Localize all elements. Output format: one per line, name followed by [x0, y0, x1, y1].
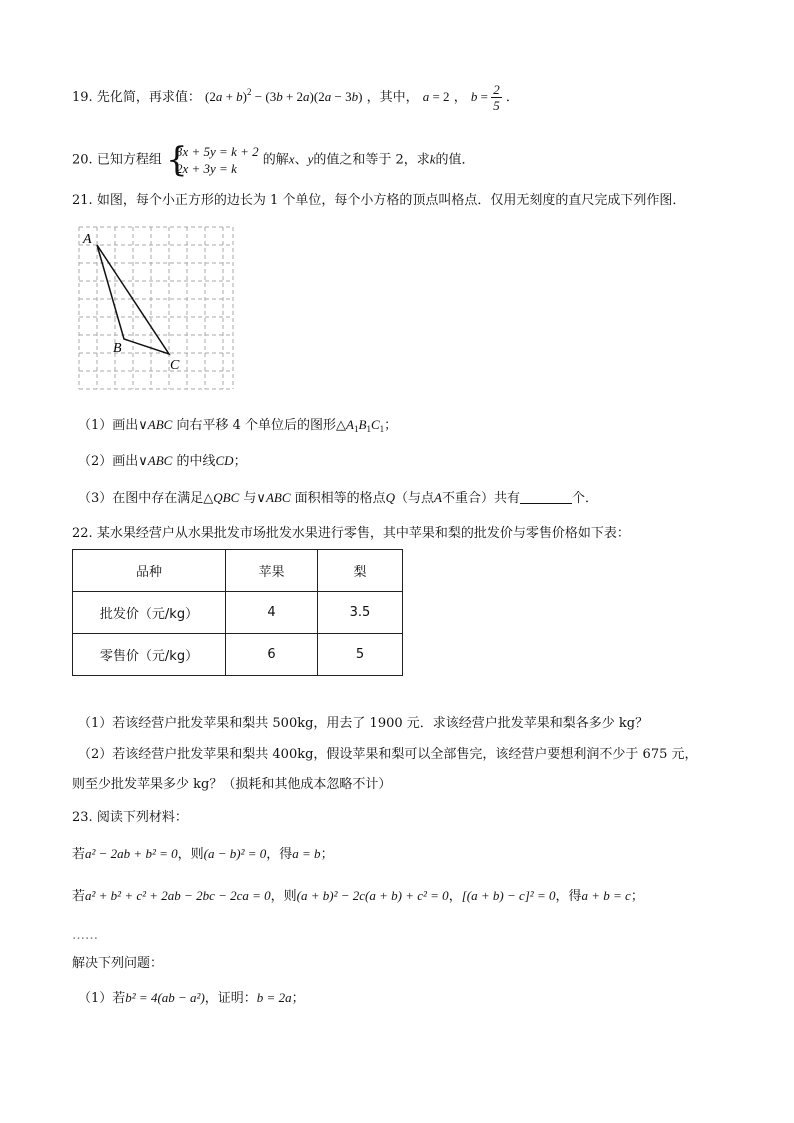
q20-text-5: 的值． — [435, 152, 475, 168]
q19-text: 先化简，再求值： — [96, 90, 201, 105]
q19-b-value: b = — [470, 89, 492, 104]
q23-part-1: （1）若b² = 4(ab − a²)，证明：b = 2a； — [78, 990, 305, 1006]
table-cell: 批发价（元/kg） — [73, 592, 226, 634]
brace-icon: { — [165, 140, 188, 180]
q22-part-1: （1）若该经营户批发苹果和梨共 500kg，用去了 1900 元．求该经营户批发苹果和梨各多少 kg？ — [78, 716, 649, 731]
q20-var-k: k — [429, 151, 436, 167]
q20-var-y: y — [307, 151, 314, 167]
q21-text: 如图，每个小正方形的边长为 1 个单位，每个小方格的顶点叫格点．仅用无刻度的直尺完成下列作图． — [96, 193, 686, 208]
label-b: B — [113, 341, 122, 356]
q23-number: 23. — [72, 810, 93, 825]
q20-equation-system — [165, 140, 259, 180]
q21-part-3: （3）在图中存在满足△QBC 与∨ABC 面积相等的格点Q（与点A不重合）共有 个． — [78, 490, 599, 506]
q23-solve-heading: 解决下列问题： — [72, 956, 164, 971]
q20-var-x: x — [288, 151, 295, 167]
table-cell: 4 — [226, 592, 318, 634]
label-c: C — [170, 358, 180, 373]
answer-blank[interactable] — [520, 491, 572, 504]
grid-figure — [74, 223, 236, 393]
question-21 — [72, 191, 685, 211]
table-cell: 5 — [318, 634, 403, 676]
q19-a-value: a = 2 — [422, 89, 450, 104]
question-20 — [72, 140, 475, 180]
q21-part-2: （2）画出∨ABC 的中线CD； — [78, 453, 247, 469]
q22-number: 22. — [72, 526, 93, 541]
q20-number: 20. — [72, 152, 93, 168]
q23-title: 阅读下列材料： — [96, 810, 188, 825]
q22-part-2-line-2: 则至少批发苹果多少 kg？（损耗和其他成本忽略不计） — [72, 777, 392, 792]
price-table — [72, 549, 403, 676]
q19-separator: ，其中， — [366, 90, 419, 105]
question-19 — [72, 82, 519, 113]
table-cell: 零售价（元/kg） — [73, 634, 226, 676]
q23-ellipsis: …… — [72, 928, 98, 943]
question-22 — [72, 524, 630, 544]
table-header-row — [73, 550, 403, 592]
q23-material-2: 若a² + b² + c² + 2ab − 2bc − 2ca = 0，则(a + b)² − 2c(a + b) + c² = 0，[(a + b) − c]² = 0，得a + b = c； — [72, 888, 644, 904]
table-header: 苹果 — [226, 550, 318, 592]
question-23 — [72, 808, 188, 828]
table-cell: 6 — [226, 634, 318, 676]
q21-part-1: （1）画出∨ABC 向右平移 4 个单位后的图形$\triangle A_1B_1C_1$； — [78, 417, 398, 434]
q19-b-fraction: $\frac{2}{5}$ — [493, 82, 500, 113]
q20-equation-2: 2x + 3y = k — [175, 161, 237, 176]
q20-text-4: 的值之和等于 2，求 — [313, 152, 430, 168]
q20-text-3: 、 — [294, 152, 308, 168]
q19-expression: $(2a + b)^2 - (3b + 2a)(2a - 3b)$ — [204, 87, 363, 104]
q21-number: 21. — [72, 193, 93, 208]
q19-separator-2: ， — [453, 90, 467, 105]
q20-equation-1: 3x + 5y = k + 2 — [175, 144, 259, 159]
q19-end: ． — [505, 90, 519, 105]
q20-text-2: 的解 — [262, 152, 289, 168]
q23-material-1: 若a² − 2ab + b² = 0，则(a − b)² = 0，得a = b； — [72, 846, 334, 862]
q20-text: 已知方程组 — [96, 152, 162, 168]
table-cell: 3.5 — [318, 592, 403, 634]
q22-text: 某水果经营户从水果批发市场批发水果进行零售，其中苹果和梨的批发价与零售价格如下表： — [96, 526, 630, 541]
table-row — [73, 634, 403, 676]
grid-lines — [79, 227, 233, 389]
table-header: 梨 — [318, 550, 403, 592]
q22-part-2-line-1: （2）若该经营户批发苹果和梨共 400kg，假设苹果和梨可以全部售完，该经营户要想利润不少于 675 元， — [78, 747, 698, 762]
label-a: A — [83, 232, 92, 247]
table-row — [73, 592, 403, 634]
table-header: 品种 — [73, 550, 226, 592]
q19-number: 19. — [72, 90, 93, 105]
